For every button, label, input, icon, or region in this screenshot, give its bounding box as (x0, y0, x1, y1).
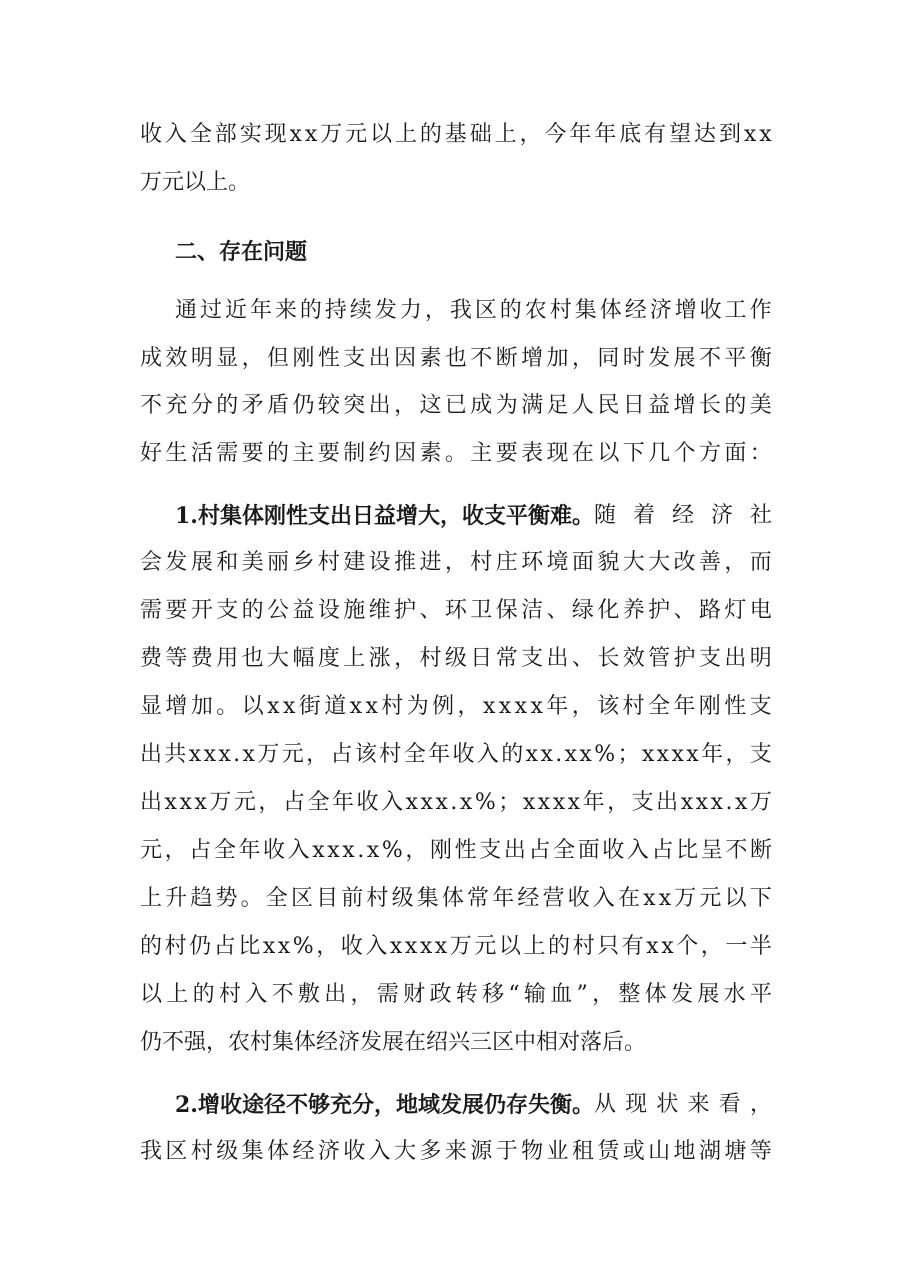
point-2-heading: 2.增收途径不够充分，地域发展仍存失衡。 (175, 1092, 594, 1118)
text-line: 出 x x x 万 元 ， 占 全 年 收 入 x x x . x % ； x x x x 年 ， 支 出 x x x . x 万 (140, 790, 772, 815)
text-line: 的 村 仍 占 比 x x % ， 收 入 x x x x 万 元 以 上 的 村 只 有 x x 个 ， 一 半 (140, 934, 772, 959)
text-line: 我 区 村 级 集 体 经 济 收 入 大 多 来 源 于 物 业 租 赁 或 山 地 湖 塘 等 (140, 1139, 772, 1164)
text-line: 元 ， 占 全 年 收 入 x x x . x % ， 刚 性 支 出 占 全 面 收 入 占 比 呈 不 断 (140, 838, 772, 863)
text-line: 仍不强，农村集体经济发展在绍兴三区中相对落后。 (140, 1030, 647, 1055)
text-line: 收 入 全 部 实 现 x x 万 元 以 上 的 基 础 上 ， 今 年 年 底 有 望 达 到 x x (140, 122, 772, 147)
text-line: 上 升 趋 势 。 全 区 目 前 村 级 集 体 常 年 经 营 收 入 在 x x 万 元 以 下 (140, 886, 772, 911)
text-line: 成 效 明 显 ， 但 刚 性 支 出 因 素 也 不 断 增 加 ， 同 时 发 展 不 平 衡 (140, 346, 772, 371)
point-1-first-line-rest: 随 着 经 济 社 (593, 503, 772, 528)
text-line: 需 要 开 支 的 公 益 设 施 维 护 、 环 卫 保 洁 、 绿 化 养 护 、 路 灯 电 (140, 598, 772, 623)
section-heading: 二、存在问题 (175, 239, 308, 265)
text-line: 显 增 加 。 以 x x 街 道 x x 村 为 例 ， x x x x 年 ， 该 村 全 年 刚 性 支 (140, 694, 772, 719)
point-1-first-line (175, 501, 772, 531)
text-line: 通 过 近 年 来 的 持 续 发 力 ， 我 区 的 农 村 集 体 经 济 增 收 工 作 (175, 298, 772, 323)
text-line: 不 充 分 的 矛 盾 仍 较 突 出 ， 这 已 成 为 满 足 人 民 日 益 增 长 的 美 (140, 393, 772, 418)
point-1-heading: 1.村集体刚性支出日益增大，收支平衡难。 (175, 503, 594, 529)
point-2-first-line-rest: 从 现 状 来 看 ， (593, 1092, 772, 1117)
text-line: 万元以上。 (140, 170, 251, 195)
text-line: 好 生 活 需 要 的 主 要 制 约 因 素 。 主 要 表 现 在 以 下 几 个 方 面 ： (140, 441, 772, 466)
text-line: 以 上 的 村 入 不 敷 出 ， 需 财 政 转 移 “ 输 血 ” ， 整 体 发 展 水 平 (140, 982, 772, 1007)
text-line: 费 等 费 用 也 大 幅 度 上 涨 ， 村 级 日 常 支 出 、 长 效 管 护 支 出 明 (140, 646, 772, 671)
text-line: 会 发 展 和 美 丽 乡 村 建 设 推 进 ， 村 庄 环 境 面 貌 大 大 改 善 ， 而 (140, 550, 772, 575)
text-line: 出 共 x x x . x 万 元 ， 占 该 村 全 年 收 入 的 x x . x x % ； x x x x 年 ， 支 (140, 742, 772, 767)
point-2-first-line (175, 1090, 772, 1120)
